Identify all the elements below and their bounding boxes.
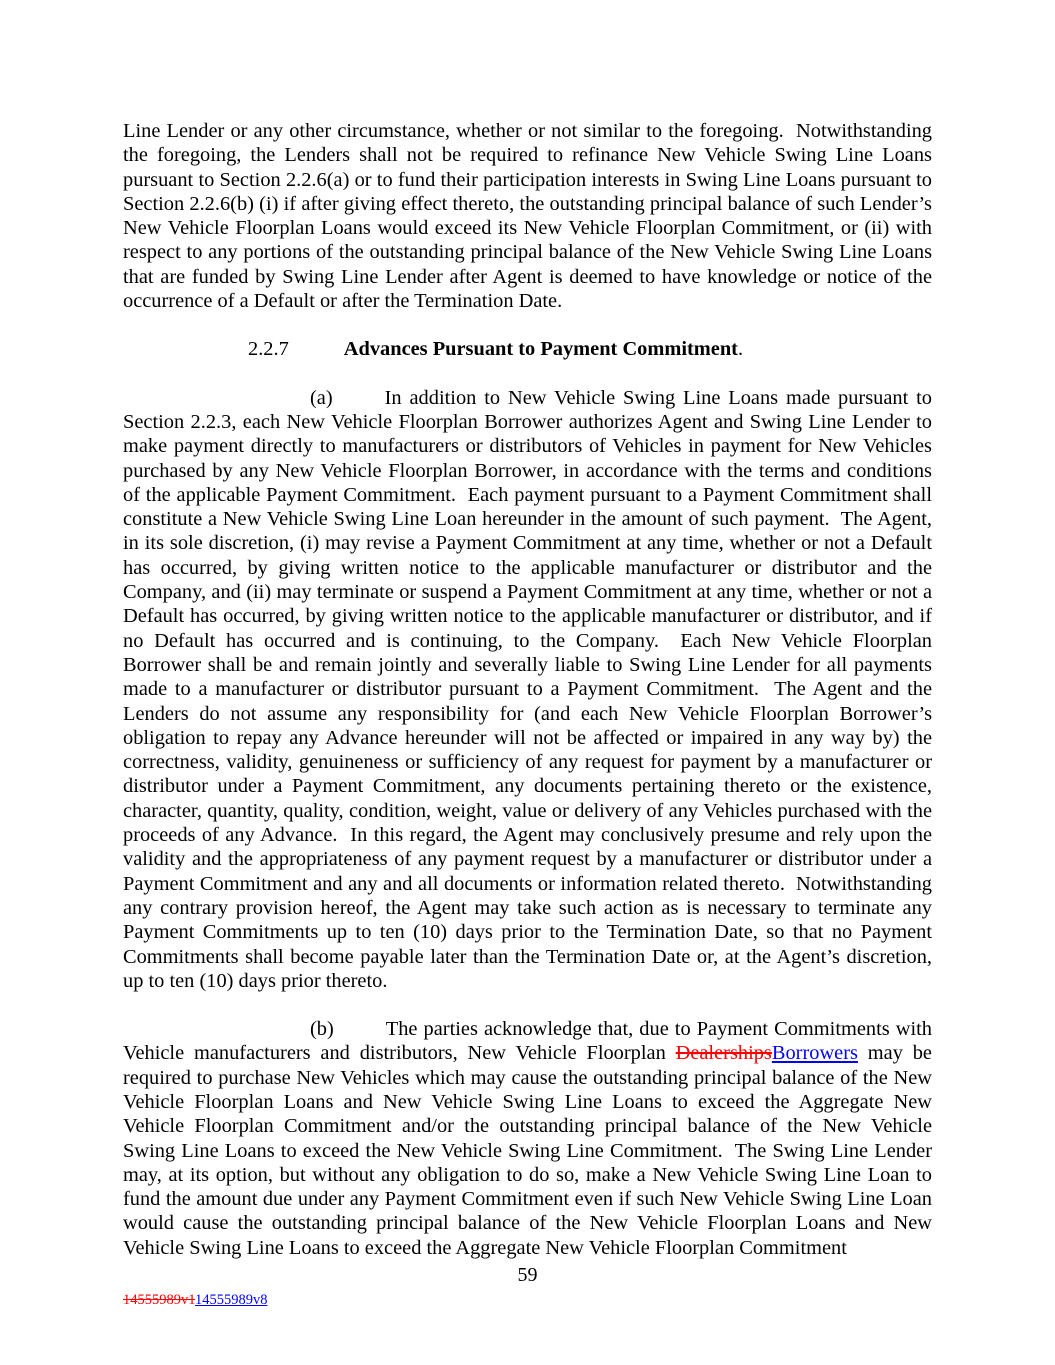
tab-spacer (289, 354, 344, 355)
page-number: 59 (517, 1264, 538, 1286)
paragraph-a (123, 386, 932, 993)
paragraph-b-text-before: The parties acknowledge that, due to Payment Commitments with Vehicle manufacturers and distributors, New Vehicle Floorplan (123, 1018, 932, 1065)
paragraph-b (123, 1017, 932, 1260)
paragraph-a-marker: (a) (310, 386, 333, 409)
document-id-footer (123, 1292, 267, 1309)
paragraph-b-marker: (b) (310, 1018, 334, 1041)
doc-id-old: 14555989v1 (123, 1292, 195, 1308)
tab-spacer (123, 403, 310, 404)
section-title-period: . (737, 338, 744, 361)
redline-deleted-text: Dealerships (675, 1042, 772, 1065)
section-heading (123, 337, 932, 361)
paragraph-continuation: Line Lender or any other circumstance, whether or not similar to the foregoing. Notwithstanding the foregoing, the Lenders shall not be required to refinance New Vehicle Swing Line Loans pursuant to Section 2.2.6(a) or to fund their participation interests in Swing Line Loans pursuant to Section 2.2.6(b) (i) if after giving effect thereto, the outstanding principal balance of such Lender’s New Vehicle Floorplan Loans would exceed its New Vehicle Floorplan Commitment, or (ii) with respect to any portions of the outstanding principal balance of the New Vehicle Swing Line Loans that are funded by Swing Line Lender after Agent is deemed to have knowledge or notice of the occurrence of a Default or after the Termination Date. (123, 120, 932, 313)
tab-spacer (334, 1034, 386, 1035)
section-number: 2.2.7 (248, 338, 289, 361)
paragraph-b-text-after: may be required to purchase New Vehicles which may cause the outstanding principal balance of the New Vehicle Floorplan Loans and New Vehicle Swing Line Loans to exceed the Aggregate New Vehicle Floorplan Commitment and/or the outstanding principal balance of the New Vehicle Swing Line Loans to exceed the New Vehicle Swing Line Commitment. The Swing Line Lender may, at its option, but without any obligation to do so, make a New Vehicle Swing Line Loan to fund the amount due under any Payment Commitment even if such New Vehicle Swing Line Loan would cause the outstanding principal balance of the New Vehicle Floorplan Loans and New Vehicle Swing Line Loans to exceed the Aggregate New Vehicle Floorplan Commitment (123, 1042, 932, 1259)
tab-spacer (123, 1034, 310, 1035)
paragraph-a-text: In addition to New Vehicle Swing Line Loans made pursuant to Section 2.2.3, each New Vehicle Floorplan Borrower authorizes Agent and Swing Line Lender to make payment directly to manufacturers or distributors of Vehicles in payment for New Vehicles purchased by any New Vehicle Floorplan Borrower, in accordance with the terms and conditions of the applicable Payment Commitment. Each payment pursuant to a Payment Commitment shall constitute a New Vehicle Swing Line Loan hereunder in the amount of such payment. The Agent, in its sole discretion, (i) may revise a Payment Commitment at any time, whether or not a Default has occurred, by giving written notice to the applicable manufacturer or distributor and the Company, and (ii) may terminate or suspend a Payment Commitment at any time, whether or not a Default has occurred, by giving written notice to the applicable manufacturer or distributor, and if no Default has occurred and is continuing, to the Company. Each New Vehicle Floorplan Borrower shall be and remain jointly and severally liable to Swing Line Lender for all payments made to a manufacturer or distributor pursuant to a Payment Commitment. The Agent and the Lenders do not assume any responsibility for (and each New Vehicle Floorplan Borrower’s obligation to repay any Advance hereunder will not be affected or impaired in any way by) the correctness, validity, genuineness or sufficiency of any request for payment by a manufacturer or distributor under a Payment Commitment, any documents pertaining thereto or the existence, character, quantity, quality, condition, weight, value or delivery of any Vehicles purchased with the proceeds of any Advance. In this regard, the Agent may conclusively presume and rely upon the validity and the appropriateness of any payment request by a manufacturer or distributor under a Payment Commitment and any and all documents or information related thereto. Notwithstanding any contrary provision hereof, the Agent may take such action as is necessary to terminate any Payment Commitments up to ten (10) days prior to the Termination Date, so that no Payment Commitments shall become payable later than the Termination Date or, at the Agent’s discretion, up to ten (10) days prior thereto. (123, 386, 932, 992)
tab-spacer (333, 403, 385, 404)
redline-inserted-text: Borrowers (771, 1042, 858, 1065)
section-title: Advances Pursuant to Payment Commitment (343, 338, 738, 361)
tab-spacer (123, 354, 248, 355)
doc-id-new: 14555989v8 (194, 1292, 268, 1308)
